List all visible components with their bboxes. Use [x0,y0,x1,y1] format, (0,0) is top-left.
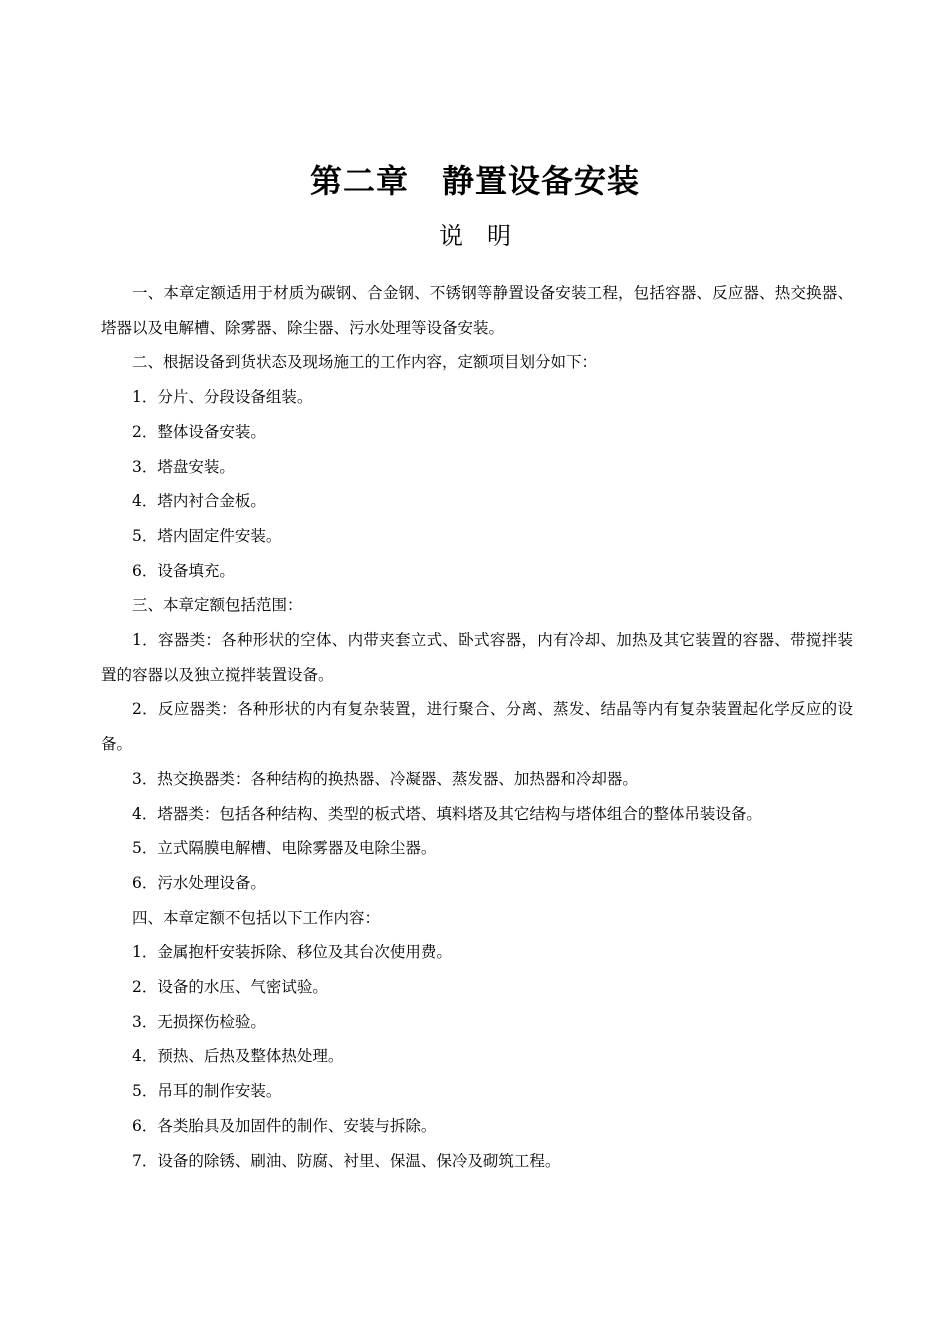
document-body [101,276,853,1178]
paragraph-1: 一、本章定额适用于材质为碳钢、合金钢、不锈钢等静置设备安装工程，包括容器、反应器、热交换器、塔器以及电解槽、除雾器、除尘器、污水处理等设备安装。 [101,284,853,337]
list-item: 4．塔内衬合金板。 [132,492,266,511]
list-item: 5．塔内固定件安装。 [132,526,282,545]
list-item: 7．设备的除锈、刷油、防腐、衬里、保温、保冷及砌筑工程。 [132,1151,561,1170]
paragraph-3: 三、本章定额包括范围： [132,596,303,615]
chapter-title: 第二章 静置设备安装 [309,162,640,200]
list-item: 4．塔器类：包括各种结构、类型的板式塔、填料塔及其它结构与塔体组合的整体吊装设备。 [132,804,762,823]
list-item: 2．反应器类：各种形状的内有复杂装置，进行聚合、分离、蒸发、结晶等内有复杂装置起化学反应的设备。 [101,700,853,754]
paragraph-4: 四、本章定额不包括以下工作内容： [132,908,381,927]
list-item: 3．塔盘安装。 [132,457,235,476]
list-item: 6．污水处理设备。 [132,873,266,892]
list-item: 6．设备填充。 [132,561,235,580]
list-item: 3．无损探伤检验。 [132,1012,266,1031]
list-item: 1．分片、分段设备组装。 [132,388,313,407]
list-item: 3．热交换器类：各种结构的换热器、冷凝器、蒸发器、加热器和冷却器。 [132,769,638,788]
paragraph-2: 二、根据设备到货状态及现场施工的工作内容，定额项目划分如下： [132,353,598,372]
list-item: 1．金属抱杆安装拆除、移位及其台次使用费。 [132,943,452,962]
list-item: 2．设备的水压、气密试验。 [132,978,328,997]
section-title: 说 明 [439,222,511,250]
list-item: 4．预热、后热及整体热处理。 [132,1047,344,1066]
list-item: 2．整体设备安装。 [132,422,266,441]
list-item: 5．立式隔膜电解槽、电除雾器及电除尘器。 [132,839,437,858]
list-item: 6．各类胎具及加固件的制作、安装与拆除。 [132,1116,437,1135]
list-item: 1．容器类：各种形状的空体、内带夹套立式、卧式容器，内有冷却、加热及其它装置的容器、带搅拌装置的容器以及独立搅拌装置设备。 [101,631,853,684]
list-item: 5．吊耳的制作安装。 [132,1082,282,1101]
